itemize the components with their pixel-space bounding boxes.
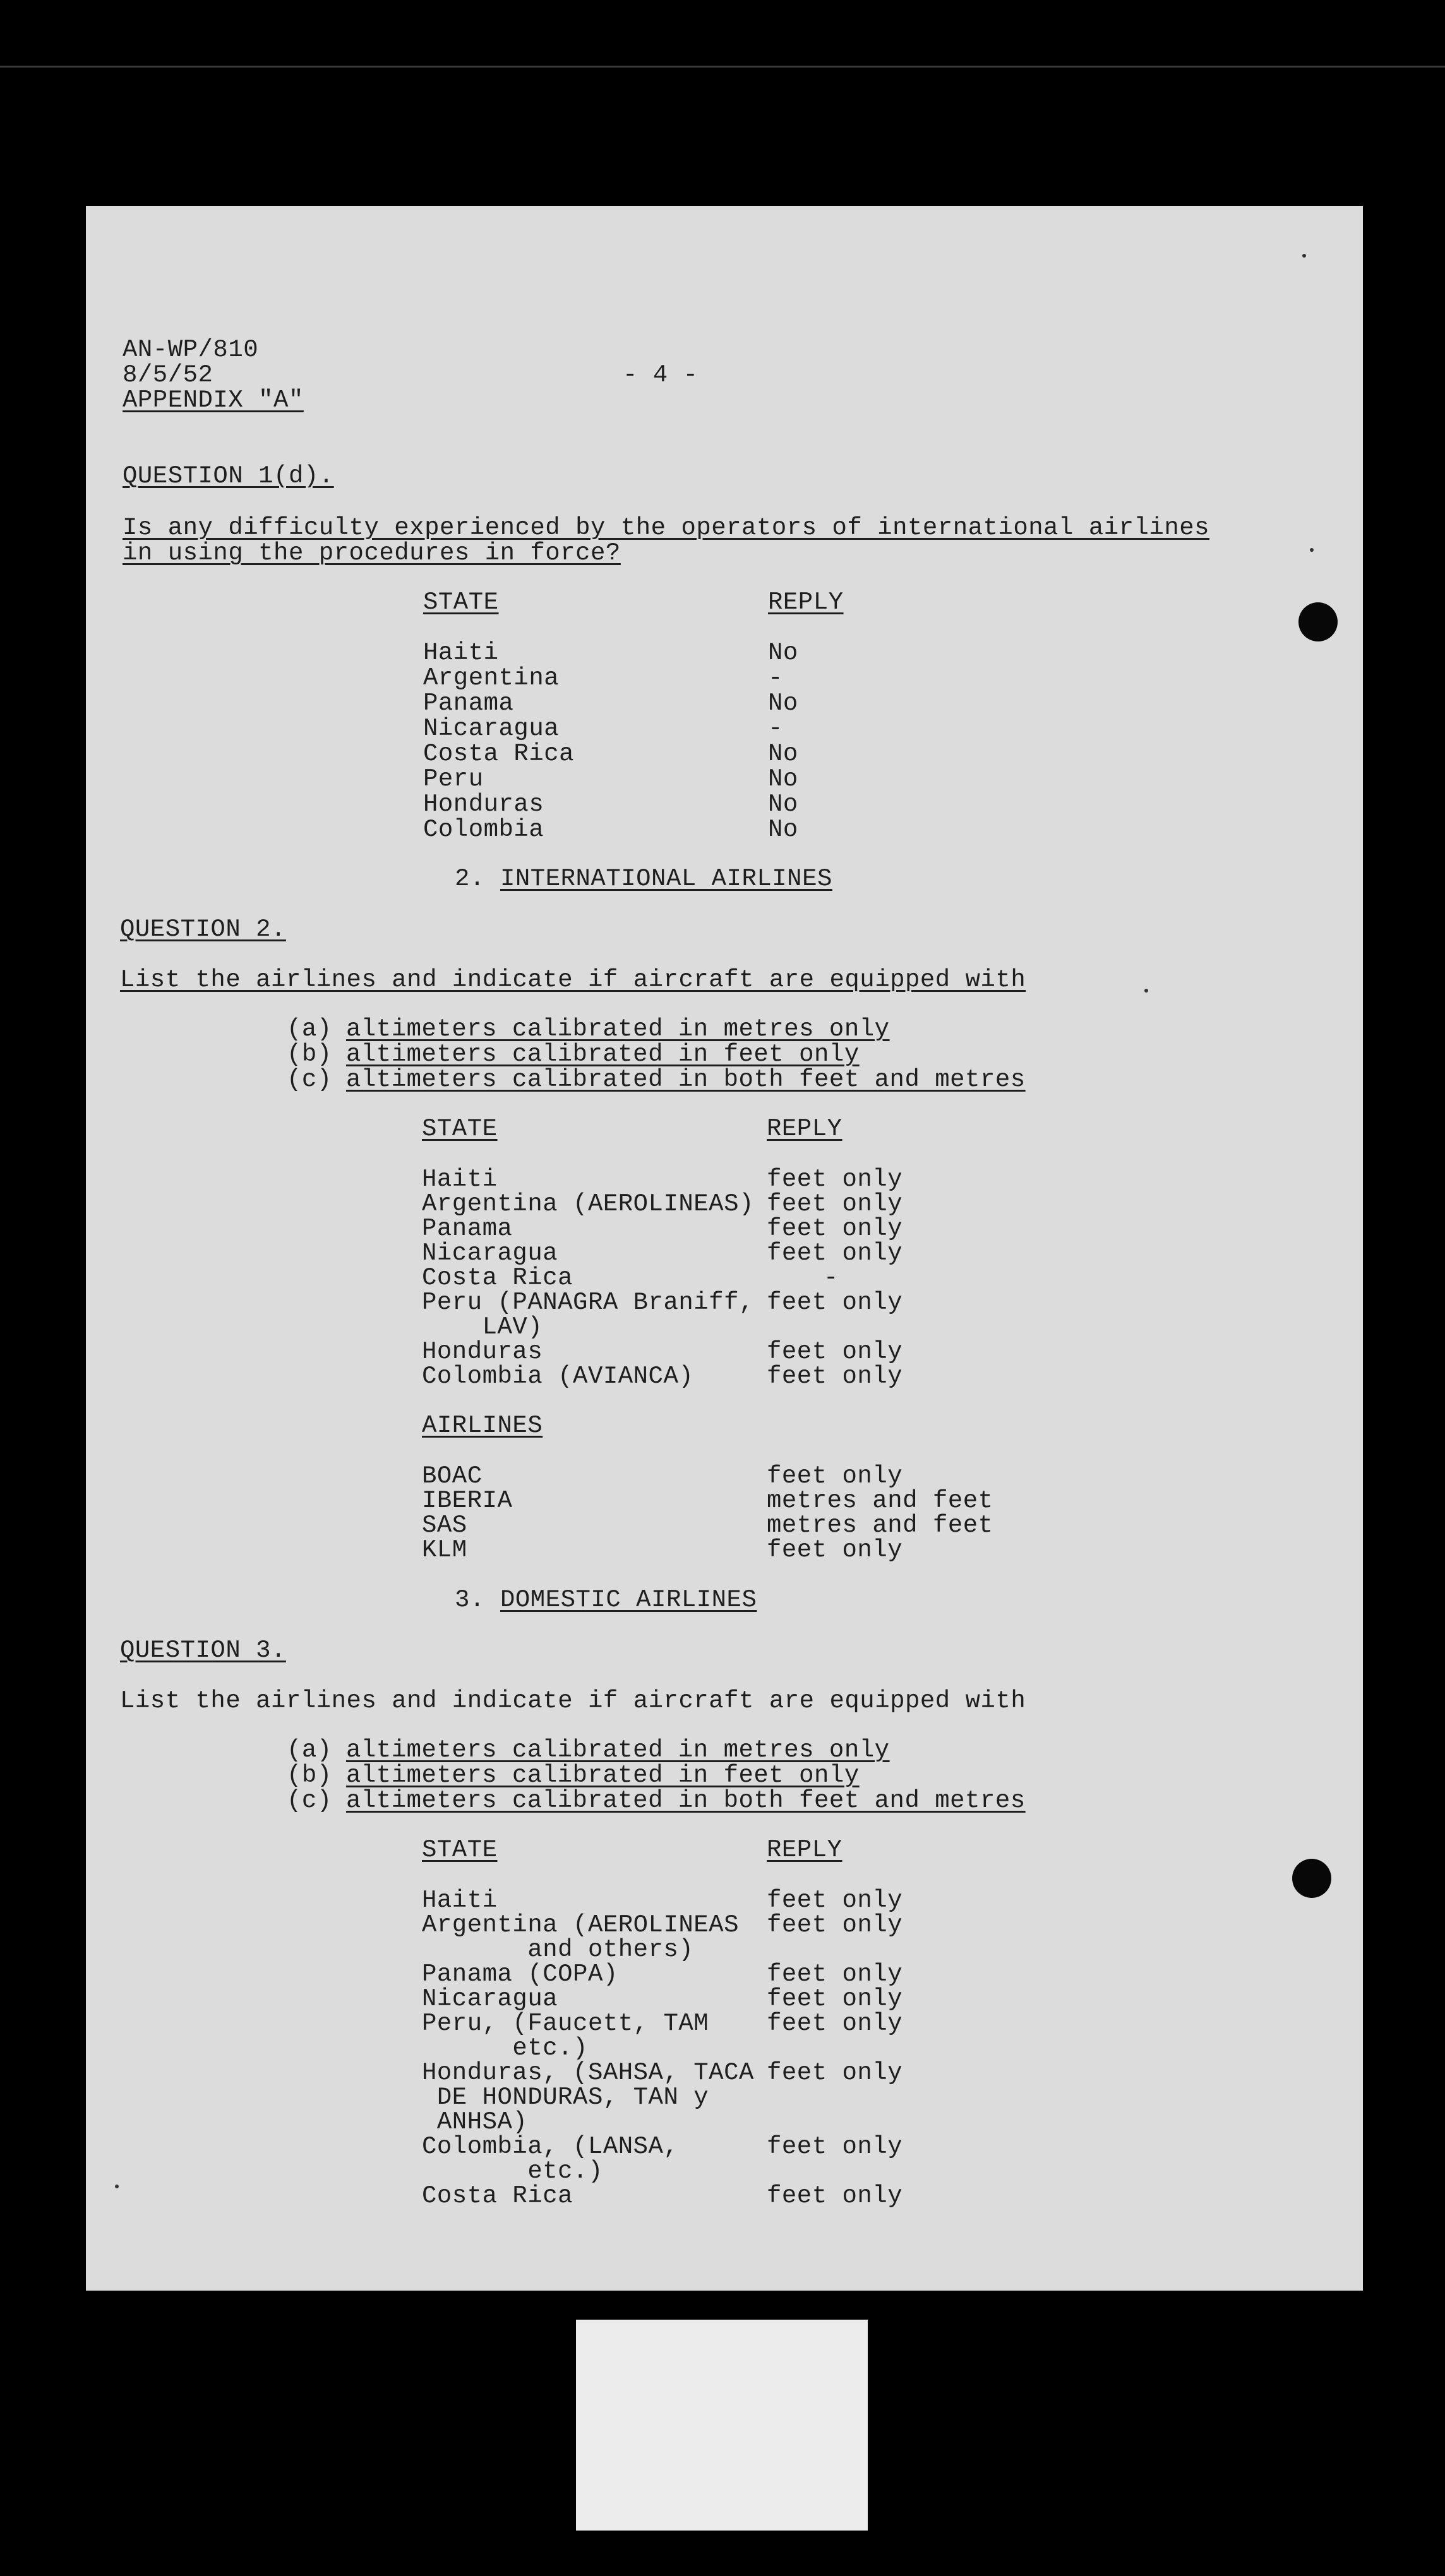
q2-airline: IBERIA [422, 1487, 513, 1515]
question-3-text: List the airlines and indicate if aircraft are equipped with [120, 1687, 1026, 1715]
q1-state: Panama [423, 689, 514, 717]
q1-reply: No [768, 816, 798, 844]
document-reference: AN-WP/810 [123, 336, 259, 364]
q2-state-header: STATE [422, 1115, 498, 1143]
q3-option-text: altimeters calibrated in both feet and metres [346, 1787, 1026, 1815]
q1-reply: No [768, 689, 798, 717]
punch-hole-top [1298, 602, 1338, 641]
q3-state: Costa Rica [422, 2182, 573, 2210]
film-edge-line [0, 66, 1445, 68]
blank-slip [576, 2320, 868, 2531]
q1-state: Argentina [423, 664, 560, 692]
q1-reply: No [768, 790, 798, 818]
q1-state: Nicaragua [423, 715, 560, 742]
q2-airline-reply: feet only [767, 1536, 903, 1564]
q1-state: Honduras [423, 790, 544, 818]
question-2-title: QUESTION 2. [120, 915, 286, 943]
q3-reply: feet only [767, 1911, 903, 1939]
section-2-title: INTERNATIONAL AIRLINES [500, 865, 832, 893]
question-1d-text-line1: Is any difficulty experienced by the operators of international airlines [123, 514, 1210, 542]
q3-state: etc.) [422, 2034, 588, 2062]
q3-option-label: (a) [287, 1736, 332, 1764]
q1-reply: No [768, 765, 798, 793]
speck [1310, 548, 1314, 552]
q2-reply: feet only [767, 1166, 903, 1193]
q2-option-label: (a) [287, 1015, 332, 1043]
q2-airlines-heading: AIRLINES [422, 1412, 543, 1440]
q3-state: Peru, (Faucett, TAM [422, 2010, 709, 2037]
speck [1302, 254, 1306, 258]
q2-reply: feet only [767, 1239, 903, 1267]
q1-reply: - [768, 664, 783, 692]
document-date: 8/5/52 [123, 361, 213, 389]
document-page [86, 206, 1363, 2291]
q1-state-header: STATE [423, 588, 499, 616]
q1-reply: No [768, 639, 798, 667]
q3-reply: feet only [767, 1960, 903, 1988]
q2-state: Colombia (AVIANCA) [422, 1363, 694, 1390]
q3-state: DE HONDURAS, TAN y [422, 2084, 709, 2111]
q3-state: ANHSA) [422, 2108, 528, 2136]
q2-reply: - [824, 1264, 839, 1292]
section-3-number: 3. [455, 1586, 485, 1614]
q2-reply: feet only [767, 1215, 903, 1243]
question-1d-text-line2: in using the procedures in force? [123, 539, 621, 567]
question-2-text: List the airlines and indicate if aircraft are equipped with [120, 966, 1026, 994]
q1-state: Peru [423, 765, 484, 793]
q2-airline: KLM [422, 1536, 467, 1564]
speck [115, 2185, 119, 2188]
q3-state: etc.) [422, 2157, 603, 2185]
q3-reply: feet only [767, 1985, 903, 2013]
q1-reply: - [768, 715, 783, 742]
q3-state: Honduras, (SAHSA, TACA [422, 2059, 754, 2087]
q3-state: Argentina (AEROLINEAS [422, 1911, 739, 1939]
section-2-number: 2. [455, 865, 485, 893]
page-number: - 4 - [623, 361, 699, 389]
q2-state: Argentina (AEROLINEAS) [422, 1190, 754, 1218]
q3-state-header: STATE [422, 1836, 498, 1864]
q2-reply-header: REPLY [767, 1115, 842, 1143]
q1-reply: No [768, 740, 798, 768]
q2-reply: feet only [767, 1363, 903, 1390]
q2-option-text: altimeters calibrated in metres only [346, 1015, 890, 1043]
appendix-label: APPENDIX "A" [123, 386, 304, 414]
q3-reply: feet only [767, 2010, 903, 2037]
q3-state: Haiti [422, 1887, 498, 1914]
q2-airline: BOAC [422, 1462, 483, 1490]
q2-airline-reply: metres and feet [767, 1487, 993, 1515]
q2-state: Honduras [422, 1338, 543, 1366]
q2-reply: feet only [767, 1190, 903, 1218]
q3-reply: feet only [767, 2182, 903, 2210]
q2-state: Costa Rica [422, 1264, 573, 1292]
question-3-title: QUESTION 3. [120, 1637, 286, 1664]
q3-option-text: altimeters calibrated in metres only [346, 1736, 890, 1764]
q2-reply: feet only [767, 1289, 903, 1316]
q3-state: Colombia, (LANSA, [422, 2133, 679, 2161]
q2-reply: feet only [767, 1338, 903, 1366]
q2-option-label: (b) [287, 1041, 332, 1068]
q2-airline-reply: metres and feet [767, 1512, 993, 1539]
q3-option-text: altimeters calibrated in feet only [346, 1762, 860, 1789]
q3-reply: feet only [767, 1887, 903, 1914]
q2-state: Peru (PANAGRA Braniff, [422, 1289, 754, 1316]
section-3-title: DOMESTIC AIRLINES [500, 1586, 757, 1614]
q2-state: Panama [422, 1215, 513, 1243]
q2-airline-reply: feet only [767, 1462, 903, 1490]
q3-reply: feet only [767, 2133, 903, 2161]
q2-state: Haiti [422, 1166, 498, 1193]
q2-option-text: altimeters calibrated in both feet and metres [346, 1066, 1026, 1094]
question-1d-title: QUESTION 1(d). [123, 462, 334, 490]
q1-state: Costa Rica [423, 740, 575, 768]
speck [1144, 989, 1148, 993]
q2-state: Nicaragua [422, 1239, 558, 1267]
punch-hole-bottom [1292, 1859, 1331, 1898]
q3-option-label: (b) [287, 1762, 332, 1789]
q2-option-label: (c) [287, 1066, 332, 1094]
q1-state: Colombia [423, 816, 544, 844]
q3-option-label: (c) [287, 1787, 332, 1815]
q1-state: Haiti [423, 639, 499, 667]
q3-reply-header: REPLY [767, 1836, 842, 1864]
q2-airline: SAS [422, 1512, 467, 1539]
q3-state: Nicaragua [422, 1985, 558, 2013]
q3-state: and others) [422, 1936, 694, 1964]
q2-option-text: altimeters calibrated in feet only [346, 1041, 860, 1068]
q2-state: LAV) [422, 1313, 543, 1341]
q3-reply: feet only [767, 2059, 903, 2087]
q1-reply-header: REPLY [768, 588, 844, 616]
q3-state: Panama (COPA) [422, 1960, 618, 1988]
